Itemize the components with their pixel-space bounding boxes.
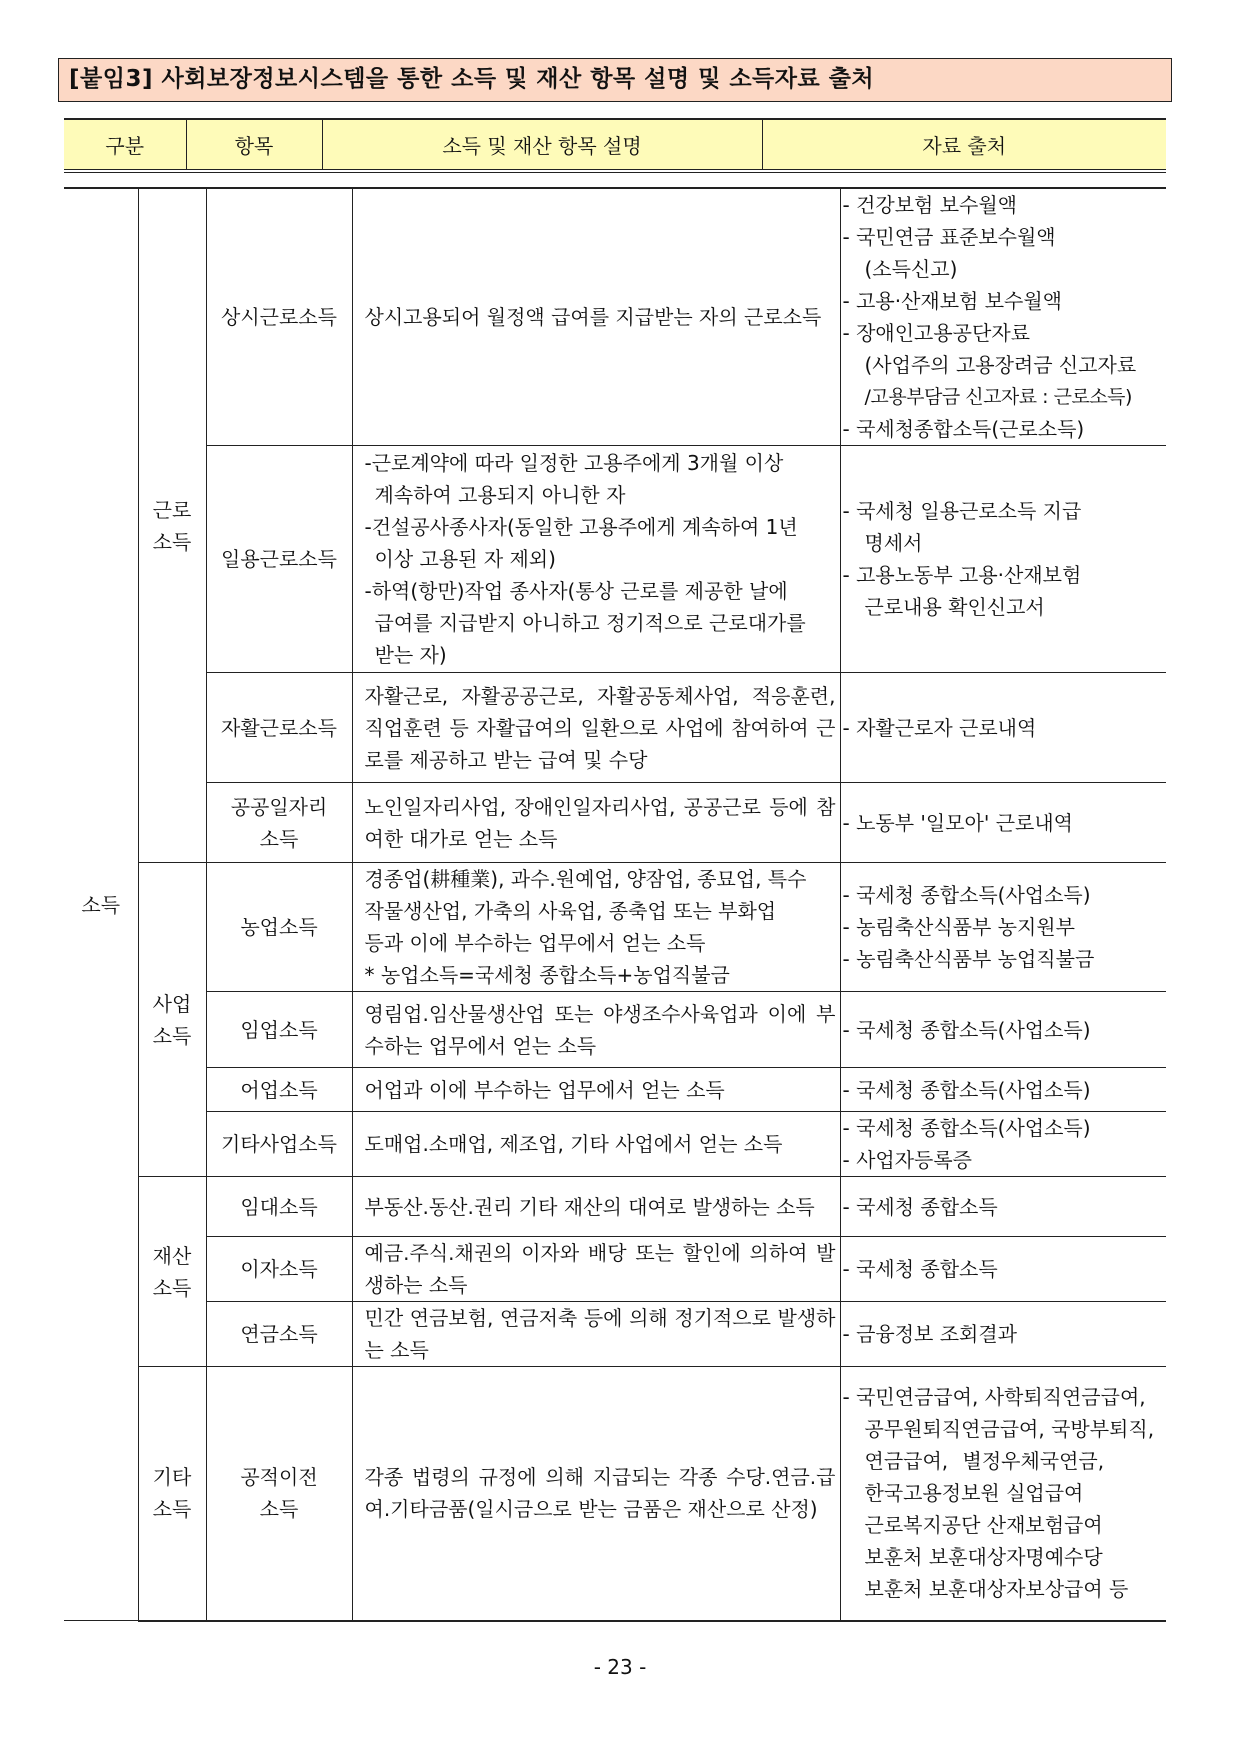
- item-description: 각종 법령의 규정에 의해 지급되는 각종 수당.연금.급여.기타금품(일시금으로 받는 금품은 재산으로 산정): [352, 1367, 840, 1621]
- table-row: [64, 188, 1166, 446]
- item-source: - 국세청 종합소득(사업소득): [840, 992, 1166, 1068]
- item-name: 이자소득: [206, 1237, 352, 1302]
- item-name: 일용근로소득: [206, 446, 352, 673]
- header-category: 구분: [64, 119, 186, 170]
- item-description: 경종업(耕種業), 과수.원예업, 양잠업, 종묘업, 특수 작물생산업, 가축의 사육업, 종축업 또는 부화업 등과 이에 부수하는 업무에서 얻는 소득 * 농업소득=국세청 종합소득+농업직불금: [352, 863, 840, 992]
- item-source: - 국세청 종합소득(사업소득) - 사업자등록증: [840, 1112, 1166, 1177]
- table-row: [64, 1068, 1166, 1112]
- income-table: [64, 187, 1166, 1622]
- item-description: 자활근로, 자활공공근로, 자활공동체사업, 적응훈련, 직업훈련 등 자활급여의 일환으로 사업에 참여하여 근로를 제공하고 받는 급여 및 수당: [352, 673, 840, 783]
- item-source: - 국민연금급여, 사학퇴직연금급여, 공무원퇴직연금급여, 국방부퇴직, 연금급여, 별정우체국연금, 한국고용정보원 실업급여 근로복지공단 산재보험급여 보훈처 보훈대상자명예수당 보훈처 보훈대상자보상급여 등: [840, 1367, 1166, 1621]
- item-source: - 국세청 종합소득: [840, 1177, 1166, 1237]
- item-source: - 국세청 종합소득: [840, 1237, 1166, 1302]
- item-source: - 자활근로자 근로내역: [840, 673, 1166, 783]
- group-business-income: 사업 소득: [138, 863, 206, 1177]
- item-name: 임업소득: [206, 992, 352, 1068]
- page-number: - 23 -: [593, 1655, 647, 1679]
- table-row: [64, 1302, 1166, 1367]
- item-name: 자활근로소득: [206, 673, 352, 783]
- item-source: - 국세청 종합소득(사업소득) - 농림축산식품부 농지원부 - 농림축산식품부 농업직불금: [840, 863, 1166, 992]
- item-name: 공공일자리 소득: [206, 783, 352, 863]
- table-row: [64, 863, 1166, 992]
- category-income: 소득: [64, 188, 138, 1621]
- group-other-income: 기타 소득: [138, 1367, 206, 1621]
- table-row: [64, 1367, 1166, 1621]
- table-row: [64, 673, 1166, 783]
- item-description: 민간 연금보험, 연금저축 등에 의해 정기적으로 발생하는 소득: [352, 1302, 840, 1367]
- item-name: 농업소득: [206, 863, 352, 992]
- item-description: 도매업.소매업, 제조업, 기타 사업에서 얻는 소득: [352, 1112, 840, 1177]
- table-row: [64, 1112, 1166, 1177]
- item-name: 상시근로소득: [206, 188, 352, 446]
- header-source: 자료 출처: [762, 119, 1166, 170]
- item-name: 임대소득: [206, 1177, 352, 1237]
- item-description: 예금.주식.채권의 이자와 배당 또는 할인에 의하여 발생하는 소득: [352, 1237, 840, 1302]
- item-source: - 국세청 일용근로소득 지급 명세서 - 고용노동부 고용·산재보험 근로내용 확인신고서: [840, 446, 1166, 673]
- table-header: [64, 118, 1166, 170]
- table-row: [64, 783, 1166, 863]
- group-labor-income: 근로 소득: [138, 188, 206, 863]
- item-name: 기타사업소득: [206, 1112, 352, 1177]
- item-source: - 건강보험 보수월액 - 국민연금 표준보수월액 (소득신고) - 고용·산재보험 보수월액 - 장애인고용공단자료 (사업주의 고용장려금 신고자료 /고용부담금 신고자료 : 근로소득) - 국세청종합소득(근로소득): [840, 188, 1166, 446]
- item-name: 공적이전 소득: [206, 1367, 352, 1621]
- group-property-income: 재산 소득: [138, 1177, 206, 1367]
- item-name: 어업소득: [206, 1068, 352, 1112]
- item-source: - 노동부 '일모아' 근로내역: [840, 783, 1166, 863]
- header-divider: [64, 172, 1166, 173]
- item-name: 연금소득: [206, 1302, 352, 1367]
- item-source: - 국세청 종합소득(사업소득): [840, 1068, 1166, 1112]
- header-item: 항목: [186, 119, 322, 170]
- item-description: 영림업.임산물생산업 또는 야생조수사육업과 이에 부수하는 업무에서 얻는 소득: [352, 992, 840, 1068]
- item-description: -근로계약에 따라 일정한 고용주에게 3개월 이상 계속하여 고용되지 아니한 자 -건설공사종사자(동일한 고용주에게 계속하여 1년 이상 고용된 자 제외) -하역(항만)작업 종사자(통상 근로를 제공한 날에 급여를 지급받지 아니하고 정기적으로 근로대가를 받는 자): [352, 446, 840, 673]
- header-description: 소득 및 재산 항목 설명: [322, 119, 762, 170]
- item-description: 노인일자리사업, 장애인일자리사업, 공공근로 등에 참여한 대가로 얻는 소득: [352, 783, 840, 863]
- item-description: 상시고용되어 월정액 급여를 지급받는 자의 근로소득: [352, 188, 840, 446]
- table-row: [64, 1237, 1166, 1302]
- table-row: [64, 1177, 1166, 1237]
- item-description: 어업과 이에 부수하는 업무에서 얻는 소득: [352, 1068, 840, 1112]
- table-row: [64, 446, 1166, 673]
- item-description: 부동산.동산.권리 기타 재산의 대여로 발생하는 소득: [352, 1177, 840, 1237]
- page-title: [붙임3] 사회보장정보시스템을 통한 소득 및 재산 항목 설명 및 소득자료 출처: [58, 58, 1172, 102]
- table-row: [64, 992, 1166, 1068]
- item-source: - 금융정보 조회결과: [840, 1302, 1166, 1367]
